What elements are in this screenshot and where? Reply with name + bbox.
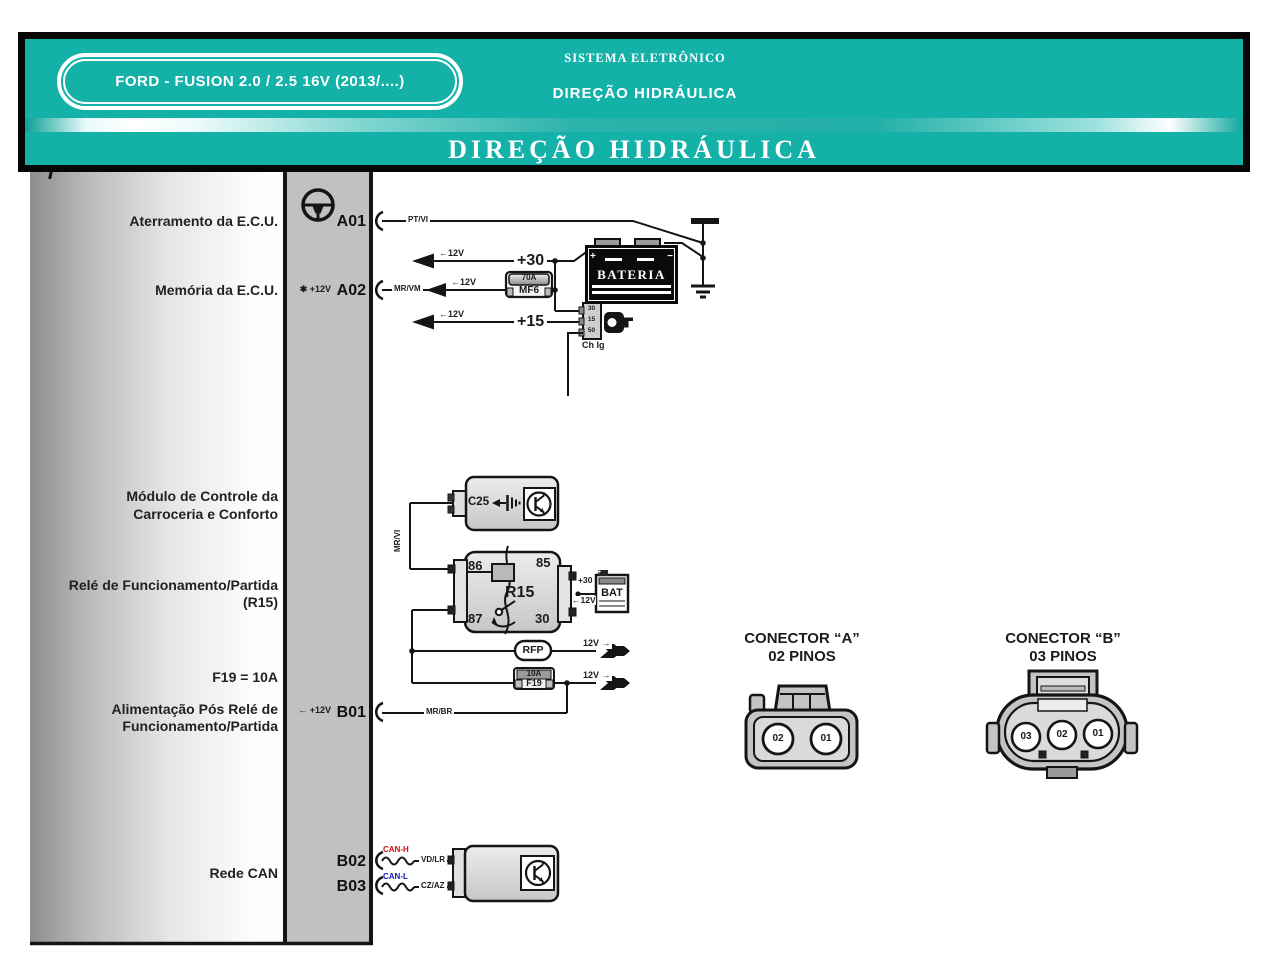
bat-v12: ←12V: [572, 595, 596, 605]
label-body-module-2: Carroceria e Conforto: [133, 506, 278, 522]
label-plus15: +15: [514, 313, 547, 331]
key-icon: [604, 312, 633, 333]
wire-label-czaz: CZ/AZ: [421, 881, 445, 890]
label-post-relay-2: Funcionamento/Partida: [122, 718, 278, 734]
pin-a02: A02: [336, 282, 366, 299]
fuse-mf6-amp: 70A: [521, 273, 537, 282]
battery-minus-sign: −: [667, 251, 673, 262]
v12-out-f19: 12V →: [583, 670, 611, 680]
label-relay-1: Relé de Funcionamento/Partida: [68, 577, 278, 593]
connector-b-pin-01: 01: [1092, 728, 1104, 739]
can-l-label: CAN-L: [383, 872, 408, 881]
pin-b01: B01: [336, 704, 366, 721]
fuse-f19-amp: 10A: [526, 669, 542, 678]
relay-r15: [409, 546, 596, 683]
wire-label-mrbr: MR/BR: [426, 707, 453, 716]
battery-plate-line: [592, 291, 671, 294]
system-label: SISTEMA ELETRÔNICO: [564, 51, 726, 65]
connector-a-pin-02: 02: [772, 733, 784, 744]
wire-label-mrvi: MR/VI: [393, 529, 402, 552]
fuse-f19-name: F19: [526, 678, 542, 688]
relay-pin-87: 87: [468, 611, 483, 626]
label-fuse-info: F19 = 10A: [212, 669, 278, 685]
connector-b-subtitle: 03 PINOS: [1029, 648, 1097, 665]
connector-b-drawing: [987, 671, 1137, 778]
relay-name: R15: [505, 584, 535, 601]
battery-dash: [605, 258, 622, 261]
pin-a01: A01: [336, 213, 366, 230]
v12-arrow-plus30: ←12V: [439, 248, 465, 258]
ignition-label: Ch Ig: [582, 340, 605, 350]
ignition-t30: 30: [587, 305, 596, 312]
label-post-relay-1: Alimentação Pós Relé de: [111, 701, 278, 717]
bat-plus30: +30: [578, 575, 593, 585]
ignition-t50: 50: [587, 327, 596, 334]
relay-pin-86: 86: [468, 558, 483, 573]
bat-name: BAT: [601, 587, 623, 599]
pin-b02: B02: [336, 853, 366, 870]
ignition-t15: 15: [587, 316, 596, 323]
battery-plus-sign: +: [590, 251, 596, 262]
connector-a-pin-01: 01: [820, 733, 832, 744]
relay-pin-85: 85: [536, 555, 551, 570]
connector-b-title: CONECTOR “B”: [1005, 630, 1121, 647]
model-title: FORD - FUSION 2.0 / 2.5 16V (2013/....): [115, 73, 405, 90]
v12-arrow-plus15: ←12V: [439, 309, 465, 319]
battery-case: [585, 245, 678, 304]
label-plus30: +30: [514, 252, 547, 270]
battery: [585, 238, 678, 304]
v12-out-rfp: 12V →: [583, 638, 611, 648]
label-can: Rede CAN: [209, 865, 278, 881]
label-relay-2: (R15): [242, 594, 278, 610]
connector-b-pin-03: 03: [1020, 731, 1032, 742]
rfp-label: RFP: [522, 644, 544, 656]
label-c25: C25: [468, 496, 490, 508]
relay-pin-30: 30: [535, 611, 550, 626]
wire-label-mrvm: MR/VM: [394, 284, 421, 293]
connector-a-subtitle: 02 PINOS: [768, 648, 836, 665]
pin-connector-arcs: [376, 212, 383, 894]
wire-label-vdlr: VD/LR: [421, 855, 445, 864]
pin-b03: B03: [336, 878, 366, 895]
pin-a02-note: ✱ +12V: [299, 284, 331, 294]
subsystem-label: DIREÇÃO HIDRÁULICA: [552, 85, 738, 102]
page-title: DIREÇÃO HIDRÁULICA: [448, 135, 820, 164]
fuse-mf6-name: MF6: [519, 285, 539, 296]
battery-dash: [637, 258, 654, 261]
can-h-label: CAN-H: [383, 845, 409, 854]
connector-b-pin-02: 02: [1056, 729, 1068, 740]
connector-a-title: CONECTOR “A”: [744, 630, 860, 647]
wire-label-ptvi: PT/VI: [408, 215, 429, 224]
bat-plus: +: [597, 569, 602, 576]
connector-a-drawing: [746, 686, 857, 768]
battery-plate-line: [592, 285, 671, 288]
label-ecu-memory: Memória da E.C.U.: [155, 282, 278, 298]
label-body-module-1: Módulo de Controle da: [126, 488, 278, 504]
label-ecu-ground: Aterramento da E.C.U.: [129, 213, 278, 229]
pin-b01-note: ← +12V: [298, 705, 331, 715]
v12-arrow-mf6: ←12V: [451, 277, 477, 287]
battery-name: BATERIA: [597, 267, 666, 282]
